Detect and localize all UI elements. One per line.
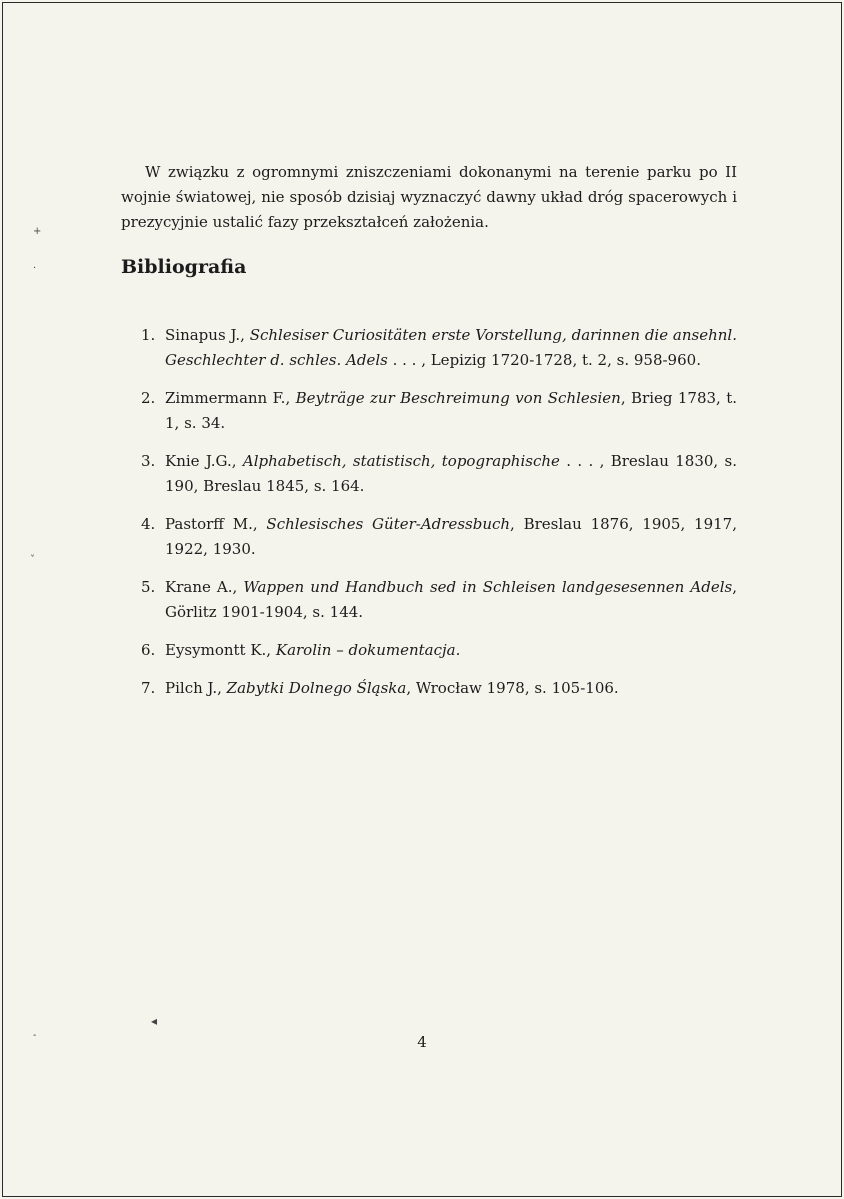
item-title: Schlesiser Curiositäten erste Vorstellung, darinnen die ansehnl. Geschlechter d. schles. Adels [165, 326, 737, 369]
item-number: 5. [141, 578, 156, 596]
item-details: , Brieg 1783, t. 1, s. 34. [165, 389, 738, 432]
scan-mark: - [33, 1030, 37, 1041]
intro-text: W związku z ogromnymi zniszczeniami dokonanymi na terenie parku po II wojnie światowej, nie sposób dzisiaj wyznaczyć dawny układ dróg spacerowych i prezycyjnie ustalić fazy przekształceń założenia. [121, 163, 737, 231]
item-details: . . . , Breslau 1830, s. 190, Breslau 1845, s. 164. [165, 452, 738, 495]
item-author: Eysymontt K., [165, 641, 276, 659]
bibliography-list [141, 323, 737, 714]
item-details: , Breslau 1876, 1905, 1917, 1922, 1930. [165, 515, 737, 558]
bibliography-item [141, 575, 737, 625]
item-author: Pilch J., [165, 679, 227, 697]
item-number: 2. [141, 389, 156, 407]
item-author: Knie J.G., [165, 452, 243, 470]
bibliography-item [141, 386, 737, 436]
scan-mark: + [33, 226, 42, 237]
item-details: , Görlitz 1901-1904, s. 144. [165, 578, 738, 621]
item-number: 7. [141, 679, 156, 697]
item-title: Wappen und Handbuch sed in Schleisen landgesesennen Adels [243, 578, 733, 596]
item-author: Sinapus J., [165, 326, 250, 344]
bibliography-item [141, 676, 737, 701]
item-number: 1. [141, 326, 156, 344]
item-author: Pastorff M., [165, 515, 267, 533]
page-number: 4 [417, 1033, 427, 1051]
item-details: , Wrocław 1978, s. 105-106. [406, 679, 619, 697]
bibliography-item [141, 512, 737, 562]
intro-paragraph [121, 160, 737, 235]
item-details: . . . , Lepizig 1720-1728, t. 2, s. 958-960. [387, 351, 701, 369]
item-author: Zimmermann F., [165, 389, 296, 407]
item-number: 4. [141, 515, 156, 533]
item-author: Krane A., [165, 578, 244, 596]
scan-mark: · [33, 263, 37, 274]
scan-mark: ◂ [151, 1014, 158, 1028]
item-number: 6. [141, 641, 156, 659]
section-heading: Bibliografia [121, 256, 247, 278]
bibliography-item [141, 638, 737, 663]
bibliography-item [141, 449, 737, 499]
item-title: Alphabetisch, statistisch, topographische [242, 452, 560, 470]
item-title: Schlesisches Güter-Adressbuch [266, 515, 511, 533]
item-title: Beyträge zur Beschreimung von Schlesien [295, 389, 621, 407]
bibliography-item [141, 323, 737, 373]
scan-mark: ˇ [30, 555, 35, 566]
item-title: Karolin – dokumentacja. [275, 641, 461, 659]
item-number: 3. [141, 452, 156, 470]
item-title: Zabytki Dolnego Śląska [226, 679, 407, 697]
